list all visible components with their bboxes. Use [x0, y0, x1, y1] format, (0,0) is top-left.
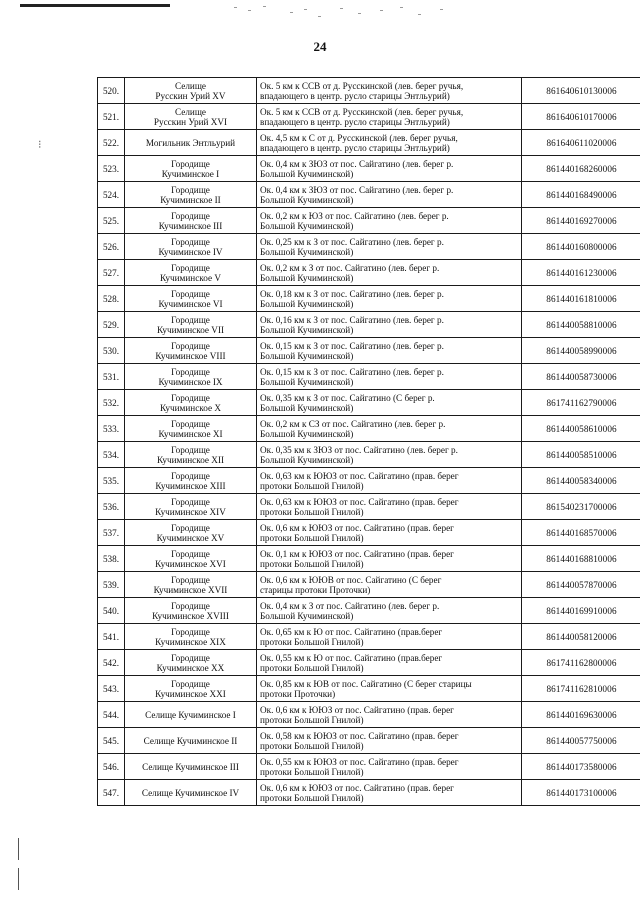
site-location: [257, 702, 522, 728]
site-location-line: Ок. 5 км к ССВ от д. Русскинской (лев. берег ручья,: [260, 80, 464, 91]
row-number: 539.: [98, 572, 125, 598]
site-name-line: Кучиминское XIV: [155, 506, 226, 517]
table-row: [98, 260, 640, 286]
row-number: 529.: [98, 312, 125, 338]
registry-code: 861741162790006: [522, 390, 640, 416]
site-location-line: Большой Кучиминской): [260, 402, 354, 413]
site-name: [125, 182, 257, 208]
site-name: [125, 728, 257, 754]
row-number: 522.: [98, 130, 125, 156]
scan-noise: [230, 4, 460, 24]
site-name-line: Кучиминское XI: [158, 428, 223, 439]
row-number: 523.: [98, 156, 125, 182]
site-location: [257, 494, 522, 520]
row-number: 542.: [98, 650, 125, 676]
site-name-line: Городище: [171, 418, 210, 429]
table-row: [98, 754, 640, 780]
site-location-line: Ок. 0,4 км к ЗЮЗ от пос. Сайгатино (лев. берег р.: [260, 158, 454, 169]
site-location: [257, 624, 522, 650]
site-name: [125, 598, 257, 624]
site-location: [257, 364, 522, 390]
site-name: [125, 546, 257, 572]
table-row: [98, 572, 640, 598]
table-row: [98, 104, 640, 130]
site-location: [257, 78, 522, 104]
site-location-line: Большой Кучиминской): [260, 168, 354, 179]
margin-bar: [18, 868, 19, 890]
site-location-line: Ок. 5 км к ССВ от д. Русскинской (лев. берег ручья,: [260, 106, 464, 117]
table-row: [98, 546, 640, 572]
site-location-line: протоки Большой Гнилой): [260, 662, 364, 673]
site-location-line: протоки Большой Гнилой): [260, 792, 364, 803]
registry-code: 861440169630006: [522, 702, 640, 728]
row-number: 520.: [98, 78, 125, 104]
site-name-line: Селище: [175, 106, 206, 117]
registry-code: 861440173100006: [522, 780, 640, 806]
row-number: 543.: [98, 676, 125, 702]
site-name-line: Кучиминское XVIII: [152, 610, 229, 621]
table-row: [98, 312, 640, 338]
site-name: [125, 572, 257, 598]
row-number: 540.: [98, 598, 125, 624]
site-location-line: Большой Кучиминской): [260, 350, 354, 361]
site-location: [257, 286, 522, 312]
site-name-line: Городище: [171, 184, 210, 195]
site-location-line: Большой Кучиминской): [260, 220, 354, 231]
site-location-line: Ок. 0,4 км к З от пос. Сайгатино (лев. берег р.: [260, 600, 440, 611]
site-location-line: Ок. 0,2 км к ЮЗ от пос. Сайгатино (лев. берег р.: [260, 210, 449, 221]
row-number: 525.: [98, 208, 125, 234]
site-name-line: Кучиминское III: [158, 220, 223, 231]
site-name-line: Кучиминское VII: [156, 324, 225, 335]
site-location-line: Ок. 0,63 км к ЮЮЗ от пос. Сайгатино (прав. берег: [260, 470, 459, 481]
registry-code: 861440058990006: [522, 338, 640, 364]
site-name-line: Городище: [171, 626, 210, 637]
site-location-line: Ок. 0,25 км к З от пос. Сайгатино (лев. берег р.: [260, 236, 444, 247]
row-number: 547.: [98, 780, 125, 806]
site-location-line: впадающего в центр. русло старицы Энтльурий): [260, 90, 450, 101]
site-name-line: Кучиминское XVII: [153, 584, 228, 595]
site-name-line: Городище: [171, 678, 210, 689]
row-number: 526.: [98, 234, 125, 260]
row-number: 538.: [98, 546, 125, 572]
site-location-line: Ок. 0,18 км к З от пос. Сайгатино (лев. берег р.: [260, 288, 444, 299]
site-location: [257, 130, 522, 156]
site-name-line: Городище: [171, 652, 210, 663]
site-location-line: Ок. 0,4 км к ЗЮЗ от пос. Сайгатино (лев. берег р.: [260, 184, 454, 195]
margin-mark: ⁝: [38, 139, 42, 151]
table-row: [98, 78, 640, 104]
site-name: [125, 676, 257, 702]
registry-code: 861440057750006: [522, 728, 640, 754]
registry-code: 861440173580006: [522, 754, 640, 780]
site-location: [257, 208, 522, 234]
site-name-line: Кучиминское I: [161, 168, 220, 179]
site-location: [257, 260, 522, 286]
site-name-line: Кучиминское XIII: [155, 480, 226, 491]
scan-top-line: [20, 4, 170, 7]
table-row: [98, 390, 640, 416]
site-location-line: впадающего в центр. русло старицы Энтльурий): [260, 116, 450, 127]
site-location-line: Большой Кучиминской): [260, 454, 354, 465]
site-location-line: протоки Большой Гнилой): [260, 766, 364, 777]
site-location-line: Большой Кучиминской): [260, 246, 354, 257]
row-number: 521.: [98, 104, 125, 130]
registry-code: 861440058730006: [522, 364, 640, 390]
registry-code: 861640611020006: [522, 130, 640, 156]
site-name-line: Кучиминское II: [160, 194, 221, 205]
site-location: [257, 234, 522, 260]
site-location-line: Большой Кучиминской): [260, 324, 354, 335]
site-location: [257, 780, 522, 806]
site-name: [125, 520, 257, 546]
site-location-line: Большой Кучиминской): [260, 610, 354, 621]
site-name-line: Кучиминское VIII: [155, 350, 226, 361]
registry-code: 861440168490006: [522, 182, 640, 208]
site-location-line: протоки Большой Гнилой): [260, 506, 364, 517]
site-name-line: Селище Кучиминское II: [143, 735, 238, 746]
site-name-line: Русскин Урий XV: [155, 90, 226, 101]
site-location-line: Ок. 0,63 км к ЮЮЗ от пос. Сайгатино (прав. берег: [260, 496, 459, 507]
site-name-line: Городище: [171, 366, 210, 377]
site-name-line: Городище: [171, 574, 210, 585]
site-location-line: Большой Кучиминской): [260, 272, 354, 283]
site-name-line: Кучиминское XVI: [155, 558, 226, 569]
site-name: [125, 78, 257, 104]
table-row: [98, 494, 640, 520]
site-name: [125, 260, 257, 286]
site-name: [125, 104, 257, 130]
register-table-body: [98, 78, 640, 806]
site-location: [257, 546, 522, 572]
site-location: [257, 390, 522, 416]
site-location-line: протоки Проточки): [260, 688, 336, 699]
site-name: [125, 416, 257, 442]
site-name: [125, 364, 257, 390]
site-name-line: Кучиминское VI: [158, 298, 223, 309]
page-number: 24: [313, 39, 327, 54]
site-name: [125, 780, 257, 806]
registry-code: 861440058340006: [522, 468, 640, 494]
site-location-line: протоки Большой Гнилой): [260, 532, 364, 543]
site-name: [125, 624, 257, 650]
site-name-line: Кучиминское XX: [156, 662, 225, 673]
row-number: 537.: [98, 520, 125, 546]
site-location: [257, 104, 522, 130]
row-number: 527.: [98, 260, 125, 286]
site-location-line: протоки Большой Гнилой): [260, 480, 364, 491]
table-row: [98, 234, 640, 260]
site-location-line: Ок. 0,65 км к Ю от пос. Сайгатино (прав.берег: [260, 626, 443, 637]
site-name: [125, 338, 257, 364]
site-name-line: Селище: [175, 80, 206, 91]
site-name: [125, 494, 257, 520]
row-number: 530.: [98, 338, 125, 364]
site-location: [257, 728, 522, 754]
site-name: [125, 442, 257, 468]
site-location: [257, 312, 522, 338]
site-location-line: Большой Кучиминской): [260, 298, 354, 309]
site-name: [125, 156, 257, 182]
table-row: [98, 182, 640, 208]
site-location: [257, 676, 522, 702]
site-name-line: Городище: [171, 548, 210, 559]
site-location-line: Ок. 0,15 км к З от пос. Сайгатино (лев. берег р.: [260, 366, 444, 377]
site-name-line: Городище: [171, 262, 210, 273]
table-row: [98, 780, 640, 806]
table-row: [98, 156, 640, 182]
site-name-line: Городище: [171, 288, 210, 299]
table-row: [98, 676, 640, 702]
site-name-line: Городище: [171, 522, 210, 533]
site-location-line: впадающего в центр. русло старицы Энтльурий): [260, 142, 450, 153]
site-location-line: Ок. 0,6 км к ЮЮЗ от пос. Сайгатино (прав. берег: [260, 522, 454, 533]
site-name: [125, 130, 257, 156]
site-name: [125, 702, 257, 728]
site-name-line: Кучиминское IV: [158, 246, 223, 257]
registry-code: 861440161810006: [522, 286, 640, 312]
site-location-line: Ок. 0,55 км к ЮЮЗ от пос. Сайгатино (прав. берег: [260, 756, 459, 767]
site-location-line: Большой Кучиминской): [260, 376, 354, 387]
row-number: 544.: [98, 702, 125, 728]
table-row: [98, 728, 640, 754]
site-location-line: Ок. 0,15 км к З от пос. Сайгатино (лев. берег р.: [260, 340, 444, 351]
table-row: [98, 442, 640, 468]
registry-code: 861440168570006: [522, 520, 640, 546]
site-name-line: Русскин Урий XVI: [153, 116, 228, 127]
site-location: [257, 572, 522, 598]
site-name: [125, 650, 257, 676]
site-name-line: Городище: [171, 236, 210, 247]
table-row: [98, 130, 640, 156]
site-name: [125, 286, 257, 312]
row-number: 524.: [98, 182, 125, 208]
site-location-line: Большой Кучиминской): [260, 194, 354, 205]
site-name-line: Городище: [171, 496, 210, 507]
site-name: [125, 468, 257, 494]
site-location: [257, 338, 522, 364]
registry-code: 861640610170006: [522, 104, 640, 130]
registry-code: 861440168810006: [522, 546, 640, 572]
row-number: 532.: [98, 390, 125, 416]
table-row: [98, 650, 640, 676]
site-location-line: Ок. 0,1 км к ЮЮЗ от пос. Сайгатино (прав. берег: [260, 548, 454, 559]
registry-code: 861741162800006: [522, 650, 640, 676]
registry-code: 861440057870006: [522, 572, 640, 598]
site-name-line: Городище: [171, 392, 210, 403]
site-location-line: протоки Большой Гнилой): [260, 714, 364, 725]
table-row: [98, 416, 640, 442]
site-name-line: Городище: [171, 340, 210, 351]
table-row: [98, 338, 640, 364]
site-name: [125, 234, 257, 260]
site-location-line: Ок. 0,6 км к ЮЮЗ от пос. Сайгатино (прав. берег: [260, 782, 454, 793]
register-table: [97, 77, 640, 806]
row-number: 541.: [98, 624, 125, 650]
table-row: [98, 364, 640, 390]
table-row: [98, 624, 640, 650]
registry-code: 861440058510006: [522, 442, 640, 468]
margin-bar: [18, 838, 19, 860]
row-number: 546.: [98, 754, 125, 780]
registry-code: 861440058120006: [522, 624, 640, 650]
registry-code: 861440058610006: [522, 416, 640, 442]
site-location-line: Большой Кучиминской): [260, 428, 354, 439]
site-name-line: Городище: [171, 158, 210, 169]
site-location-line: Ок. 0,16 км к З от пос. Сайгатино (лев. берег р.: [260, 314, 444, 325]
site-location-line: Ок. 0,6 км к ЮЮВ от пос. Сайгатино (С берег: [260, 574, 442, 585]
site-name: [125, 312, 257, 338]
site-location: [257, 416, 522, 442]
site-location-line: Ок. 0,58 км к ЮЮЗ от пос. Сайгатино (прав. берег: [260, 730, 459, 741]
registry-code: 861540231700006: [522, 494, 640, 520]
site-name-line: Могильник Энтльурий: [145, 137, 236, 148]
row-number: 533.: [98, 416, 125, 442]
registry-code: 861440161230006: [522, 260, 640, 286]
site-location: [257, 520, 522, 546]
site-name: [125, 208, 257, 234]
table-row: [98, 208, 640, 234]
site-location-line: Ок. 4,5 км к С от д. Русскинской (лев. берег ручья,: [260, 132, 458, 143]
site-name-line: Кучиминское XV: [156, 532, 225, 543]
site-name-line: Кучиминское X: [159, 402, 221, 413]
site-name-line: Селище Кучиминское III: [142, 761, 239, 772]
registry-code: 861440168260006: [522, 156, 640, 182]
site-name-line: Кучиминское XII: [156, 454, 225, 465]
table-row: [98, 286, 640, 312]
site-name-line: Кучиминское V: [159, 272, 221, 283]
site-location-line: Ок. 0,6 км к ЮЮЗ от пос. Сайгатино (прав. берег: [260, 704, 454, 715]
site-location: [257, 182, 522, 208]
site-location: [257, 650, 522, 676]
site-location: [257, 598, 522, 624]
site-location: [257, 442, 522, 468]
row-number: 536.: [98, 494, 125, 520]
site-name: [125, 390, 257, 416]
table-row: [98, 702, 640, 728]
site-name-line: Кучиминское XIX: [155, 636, 226, 647]
registry-code: 861640610130006: [522, 78, 640, 104]
row-number: 535.: [98, 468, 125, 494]
table-row: [98, 598, 640, 624]
site-name-line: Городище: [171, 444, 210, 455]
site-name-line: Кучиминское XXI: [155, 688, 226, 699]
site-location-line: протоки Большой Гнилой): [260, 740, 364, 751]
registry-code: 861440169910006: [522, 598, 640, 624]
site-location-line: протоки Большой Гнилой): [260, 558, 364, 569]
site-location-line: Ок. 0,35 км к ЗЮЗ от пос. Сайгатино (лев. берег р.: [260, 444, 458, 455]
site-location-line: Ок. 0,85 км к ЮВ от пос. Сайгатино (С берег старицы: [260, 678, 472, 689]
site-location-line: Ок. 0,2 км к СЗ от пос. Сайгатино (лев. берег р.: [260, 418, 446, 429]
site-name-line: Городище: [171, 210, 210, 221]
site-location-line: старицы протоки Проточки): [260, 584, 371, 595]
site-location: [257, 754, 522, 780]
site-name-line: Городище: [171, 600, 210, 611]
site-location-line: Ок. 0,55 км к Ю от пос. Сайгатино (прав.берег: [260, 652, 443, 663]
registry-code: 861440058810006: [522, 312, 640, 338]
site-name: [125, 754, 257, 780]
table-row: [98, 520, 640, 546]
registry-code: 861440169270006: [522, 208, 640, 234]
site-name-line: Селище Кучиминское IV: [141, 787, 240, 798]
site-name-line: Селище Кучиминское I: [145, 709, 236, 720]
row-number: 531.: [98, 364, 125, 390]
site-name-line: Городище: [171, 470, 210, 481]
site-location-line: Ок. 0,35 км к З от пос. Сайгатино (С берег р.: [260, 392, 435, 403]
registry-code: 861440160800006: [522, 234, 640, 260]
row-number: 545.: [98, 728, 125, 754]
site-location: [257, 156, 522, 182]
site-name-line: Городище: [171, 314, 210, 325]
row-number: 528.: [98, 286, 125, 312]
site-location-line: протоки Большой Гнилой): [260, 636, 364, 647]
site-location: [257, 468, 522, 494]
registry-code: 861741162810006: [522, 676, 640, 702]
row-number: 534.: [98, 442, 125, 468]
site-location-line: Ок. 0,2 км к З от пос. Сайгатино (лев. берег р.: [260, 262, 440, 273]
table-row: [98, 468, 640, 494]
site-name-line: Кучиминское IX: [158, 376, 223, 387]
